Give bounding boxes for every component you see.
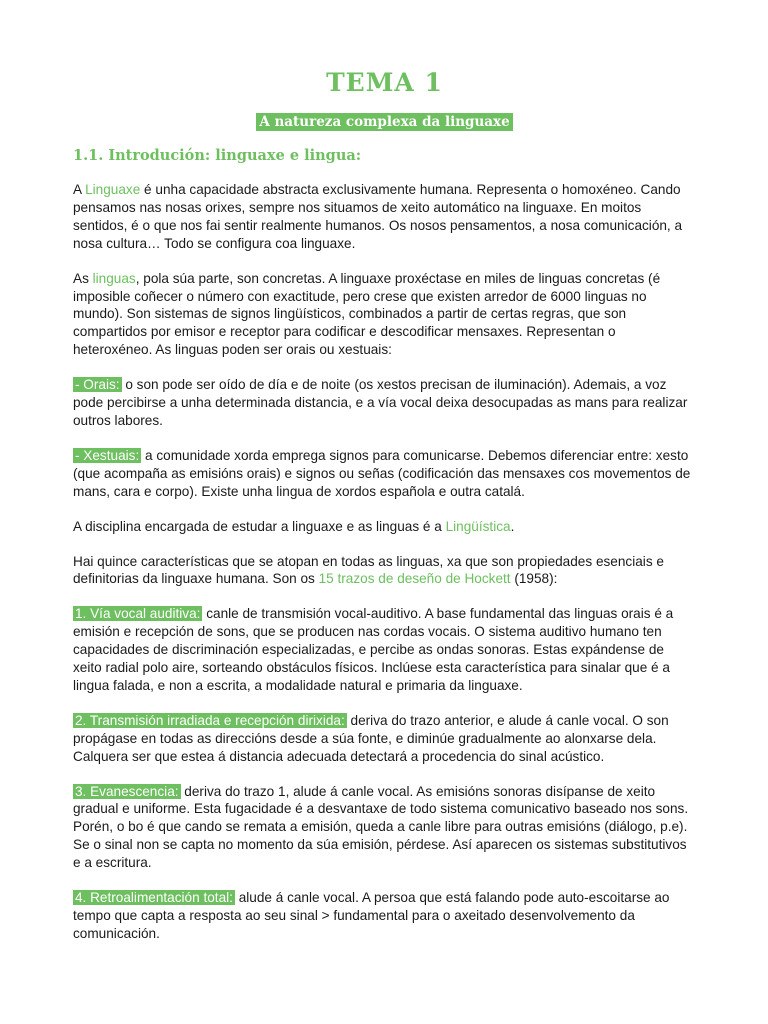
highlight-label-item-2: 2. Transmisión irradiada e recepción dirixida: — [75, 712, 345, 728]
paragraph-linguistica — [73, 518, 696, 536]
highlight-label-orais: - Orais: — [75, 377, 120, 393]
list-item-transmision — [73, 712, 696, 766]
section-heading: 1.1. Introdución: linguaxe e lingua: — [73, 147, 362, 164]
paragraph-text: , pola súa parte, son concretas. A linguaxe proxéctase en miles de linguas concretas (é imposible coñecer o número con exactitude, pero crese que existen arredor de 6000 linguas no mundo). Son sistemas de signos lingüísticos, combinados a partir de certas regras, que son compartidos por emisor e receptor para codificar e descodificar mensaxes. Representan o heteroxéneo. As linguas poden ser orais ou xestuais: — [73, 270, 661, 358]
highlight-label-item-3: 3. Evanescencia: — [75, 783, 179, 799]
list-item-retroalimentacion — [73, 889, 696, 943]
list-item-evanescencia — [73, 783, 696, 873]
paragraph-text: As — [73, 270, 93, 286]
paragraph-text: a comunidade xorda emprega signos para comunicarse. Debemos diferenciar entre: xesto (que acompaña as emisións orais) e signos ou señas (codificación das mensaxes cos movementos de mans, cara e corpo). Existe unha lingua de xordos española e outra catalá. — [73, 447, 691, 499]
paragraph-text: Hai quince características que se atopan en todas as linguas, xa que son propiedades esenciais e definitorias da linguaxe humana. Son os — [73, 553, 664, 587]
highlight-label-xestuais: - Xestuais: — [75, 447, 140, 463]
highlight-label-item-4: 4. Retroalimentación total: — [75, 890, 233, 906]
paragraph-text: deriva do trazo anterior, e alude á canle vocal. O son propágase en todas as direccións desde a súa fonte, e diminúe gradualmente ao alonxarse dela. Calquera ser que estea á distancia adecuada detectará a procedencia do sinal acústico. — [73, 712, 669, 764]
subtitle-container — [73, 113, 696, 131]
paragraph-text: A — [73, 182, 86, 197]
paragraph-text: é unha capacidade abstracta exclusivamente humana. Representa o homoxéneo. Cando pensamos nas nosas orixes, sempre nos situamos de xeito automático na linguaxe. En moitos sentidos, é o que nos fai sentir realmente humanos. Os nosos pensamentos, a nosa comunicación, a nosa cultura… Todo se configura coa linguaxe. — [73, 182, 683, 251]
document-subtitle: A natureza complexa da linguaxe — [256, 113, 512, 131]
paragraph-hockett — [73, 553, 696, 589]
paragraph-linguas — [73, 270, 696, 360]
paragraph-text: alude á canle vocal. A persoa que está falando pode auto-escoitarse ao tempo que capta a resposta ao seu sinal > fundamental para o axeitado desenvolvemento da comunicación. — [73, 890, 670, 941]
paragraph-xestuais — [73, 447, 696, 501]
paragraph-linguaxe — [73, 181, 696, 253]
paragraph-text: deriva do trazo 1, alude á canle vocal. As emisións sonoras disípanse de xeito gradual e uniforme. Esta fugacidade é a desvantaxe de todo sistema comunicativo baseado nos sons. Porén, o bo é que cando se remata a emisión, queda a canle libre para outras emisións (diálogo, p.e). Se o sinal non se capta no momento da súa emisión, pérdese. Así aparecen os sistemas substitutivos e a escritura. — [73, 783, 689, 871]
keyword-linguistica: Lingüística — [445, 518, 511, 534]
keyword-linguas: linguas — [92, 270, 136, 286]
keyword-linguaxe: Linguaxe — [85, 182, 141, 197]
paragraph-text: canle de transmisión vocal-auditivo. A base fundamental das linguas orais é a emisión e recepción de sons, que se producen nas cordas vocais. O sistema auditivo humano ten capacidades de discriminación especializadas, e percibe as ondas sonoras. Estas expándense de xeito radial polo aire, sorteando obstáculos físicos. Inclúese esta característica para sinalar que é a lingua falada, e non a escrita, a modalidade natural e primaria da linguaxe. — [73, 606, 674, 693]
paragraph-text: (1958): — [510, 571, 558, 587]
paragraph-text: A disciplina encargada de estudar a linguaxe e as linguas é a — [73, 518, 446, 534]
keyword-hockett: 15 trazos de deseño de Hockett — [318, 571, 511, 587]
document-title: TEMA 1 — [326, 68, 443, 97]
list-item-via-vocal — [73, 605, 696, 695]
paragraph-text: . — [510, 518, 515, 534]
highlight-label-item-1: 1. Vía vocal auditiva: — [75, 606, 201, 622]
paragraph-text: o son pode ser oído de día e de noite (os xestos precisan de iluminación). Ademais, a voz pode percibirse a unha determinada distancia, e a vía vocal deixa desocupadas as mans para realizar outros labores. — [73, 377, 688, 428]
paragraph-orais — [73, 376, 696, 430]
